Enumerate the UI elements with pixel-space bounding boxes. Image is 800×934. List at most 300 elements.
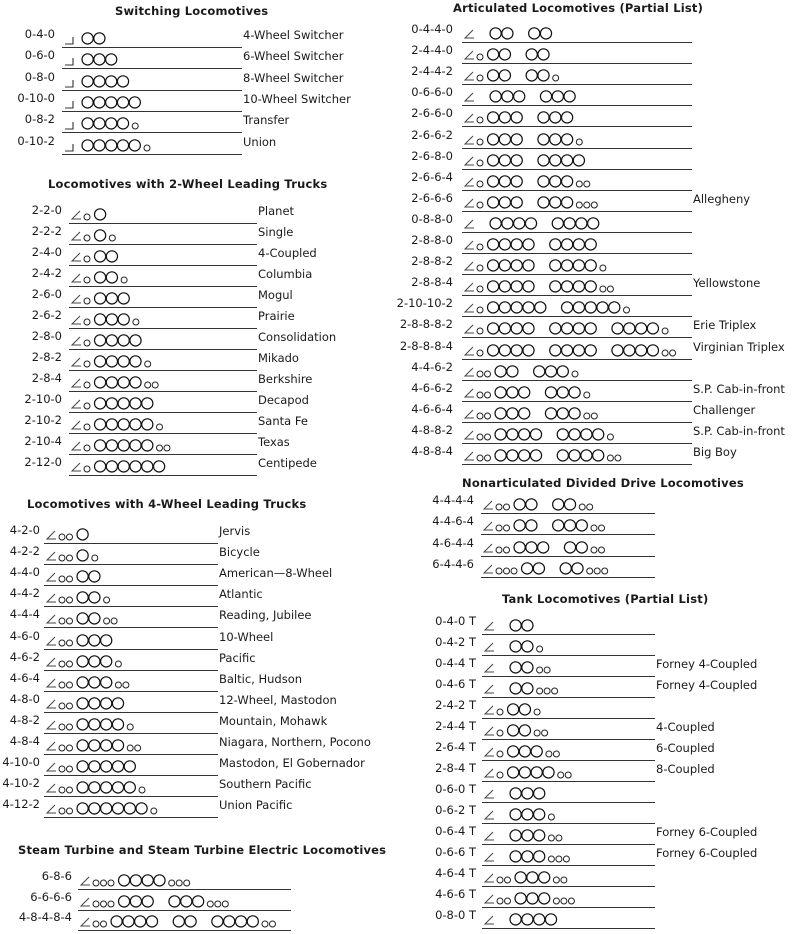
pilot-front-icon — [485, 727, 494, 735]
driving-wheel — [490, 218, 501, 229]
whyte-code: 4-10-2 — [2, 776, 40, 791]
trailing-wheel — [553, 751, 559, 757]
driving-wheel — [540, 91, 551, 102]
driving-wheel — [519, 725, 530, 736]
whyte-code: 0-4-2 T — [435, 635, 476, 649]
driving-wheel — [569, 429, 580, 440]
whyte-code: 4-6-6 T — [435, 887, 476, 901]
whyte-code: 0-4-0 — [24, 27, 55, 41]
wheel-diagram-svg — [482, 761, 655, 781]
leading-wheel — [477, 181, 483, 187]
locomotive-type-name: Union Pacific — [219, 798, 293, 813]
driving-wheel — [507, 450, 518, 461]
driving-wheel — [488, 239, 499, 250]
driving-wheel — [77, 592, 88, 603]
wheel-arrangement-row — [0, 339, 800, 359]
whyte-code: 4-8-2 — [9, 712, 40, 727]
whyte-code: 2-4-0 — [31, 245, 62, 259]
driving-wheel — [495, 365, 506, 376]
driving-wheel — [522, 830, 533, 841]
wheel-diagram-svg — [482, 782, 655, 802]
pilot-front-icon — [485, 853, 494, 861]
locomotive-type-name: Single — [258, 225, 294, 239]
wheel-diagram — [482, 866, 655, 887]
wheel-diagram-svg — [481, 514, 655, 534]
wheel-diagram-svg — [482, 803, 655, 823]
driving-wheel — [534, 365, 545, 376]
wheel-diagram-svg — [462, 191, 692, 211]
driving-wheel — [511, 344, 522, 355]
leading-wheel — [477, 54, 483, 60]
driving-wheel — [534, 851, 545, 862]
driving-wheel — [499, 281, 510, 292]
wheel-diagram — [482, 677, 655, 698]
whyte-code: 6-4-4-6 — [432, 556, 474, 571]
wheel-diagram-svg — [481, 557, 655, 577]
wheel-diagram-svg — [462, 360, 692, 380]
wheel-arrangement-row — [0, 233, 800, 253]
wheel-diagram — [462, 85, 692, 106]
leading-wheel — [504, 568, 510, 574]
locomotive-type-name: Union — [243, 134, 277, 149]
driving-wheel — [499, 112, 510, 123]
leading-wheel — [477, 434, 483, 440]
whyte-code: 4-8-4 — [9, 734, 40, 748]
driving-wheel — [522, 662, 533, 673]
locomotive-type-name: Erie Triplex — [693, 318, 757, 333]
driving-wheel — [511, 281, 522, 292]
leading-wheel — [477, 286, 483, 292]
whyte-code: 4-6-6-2 — [411, 380, 453, 395]
driving-wheel — [535, 302, 546, 313]
wheel-diagram — [462, 149, 692, 170]
wheel-diagram-svg — [462, 296, 692, 316]
driving-wheel — [569, 450, 580, 461]
locomotive-type-name: Virginian Triplex — [693, 339, 785, 354]
whyte-code: 4-12-2 — [2, 797, 40, 812]
wheel-arrangement-row — [0, 402, 800, 422]
driving-wheel — [519, 767, 530, 778]
trailing-wheel — [607, 434, 613, 440]
driving-wheel — [510, 641, 521, 652]
driving-wheel — [538, 49, 549, 60]
wheel-diagram — [462, 22, 692, 43]
driving-wheel — [488, 175, 499, 186]
four-wheel-leading-section-title: Locomotives with 4-Wheel Leading Trucks — [27, 497, 307, 511]
pilot-front-icon — [465, 452, 474, 460]
driving-wheel — [534, 914, 545, 925]
wheel-diagram — [462, 191, 692, 212]
locomotive-type-name: Texas — [258, 435, 290, 449]
driving-wheel — [612, 323, 623, 334]
pilot-front-icon — [465, 157, 474, 165]
wheel-diagram-svg — [482, 719, 655, 739]
driving-wheel — [553, 499, 564, 510]
leading-wheel — [497, 877, 503, 883]
trailing-wheel — [599, 525, 605, 531]
trailing-wheel — [584, 413, 590, 419]
wheel-arrangement-row — [0, 866, 800, 886]
pilot-front-icon — [465, 178, 474, 186]
trailing-wheel — [591, 413, 597, 419]
locomotive-type-name: Columbia — [258, 267, 313, 281]
wheel-diagram-svg — [462, 212, 692, 232]
trailing-wheel — [556, 856, 562, 862]
locomotive-type-name: Southern Pacific — [219, 777, 312, 792]
leading-wheel — [477, 202, 483, 208]
wheel-arrangement-row — [0, 493, 800, 513]
whyte-code: 2-12-0 — [24, 455, 62, 469]
driving-wheel — [519, 386, 530, 397]
driving-wheel — [585, 344, 596, 355]
whyte-code: 4-6-4 T — [435, 866, 476, 880]
driving-wheel — [490, 28, 501, 39]
wheel-diagram-svg — [482, 866, 655, 886]
pilot-front-icon — [465, 93, 474, 101]
driving-wheel — [597, 302, 608, 313]
wheel-arrangement-row — [0, 614, 800, 634]
driving-wheel — [585, 281, 596, 292]
locomotive-type-name: S.P. Cab-in-front — [693, 381, 785, 396]
driving-wheel — [499, 344, 510, 355]
trailing-wheel — [546, 751, 552, 757]
driving-wheel — [562, 302, 573, 313]
driving-wheel — [488, 302, 499, 313]
whyte-code: 2-4-4 T — [435, 719, 476, 733]
pilot-front-icon — [485, 685, 494, 693]
leading-wheel — [497, 751, 503, 757]
trailing-wheel — [556, 835, 562, 841]
pilot-front-icon — [485, 664, 494, 672]
wheel-diagram — [482, 782, 655, 803]
wheel-diagram — [482, 656, 655, 677]
whyte-code: 0-8-0 T — [435, 908, 476, 922]
locomotive-type-name: Reading, Jubilee — [219, 608, 312, 623]
driving-wheel — [507, 408, 518, 419]
driving-wheel — [499, 260, 510, 271]
driving-wheel — [562, 154, 573, 165]
driving-wheel — [562, 133, 573, 144]
driving-wheel — [533, 563, 544, 574]
locomotive-type-name: 8-Wheel Switcher — [243, 70, 344, 85]
locomotive-type-name: Baltic, Hudson — [219, 671, 303, 686]
wheel-arrangement-row — [0, 824, 800, 844]
leading-wheel — [477, 139, 483, 145]
whyte-code: 4-4-6-2 — [411, 359, 453, 374]
leading-wheel — [477, 244, 483, 250]
wheel-arrangement-row — [0, 719, 800, 739]
leading-wheel — [59, 576, 65, 582]
wheel-diagram — [482, 719, 655, 740]
trailing-wheel — [584, 392, 590, 398]
leading-wheel — [477, 265, 483, 271]
wheel-arrangement-row — [0, 677, 800, 697]
trailing-wheel — [587, 568, 593, 574]
locomotive-type-name: Pacific — [219, 650, 256, 665]
driving-wheel — [499, 154, 510, 165]
driving-wheel — [522, 788, 533, 799]
trailing-wheel — [565, 772, 571, 778]
wheel-diagram-svg — [482, 824, 655, 844]
driving-wheel — [581, 450, 592, 461]
whyte-code: 2-6-6-4 — [411, 169, 453, 184]
locomotive-type-name: Yellowstone — [693, 276, 761, 291]
trailing-wheel — [670, 350, 676, 356]
trailing-wheel — [548, 814, 554, 820]
wheel-diagram — [462, 360, 692, 381]
wheel-diagram-svg — [462, 149, 692, 169]
trailing-wheel — [548, 856, 554, 862]
driving-wheel — [534, 830, 545, 841]
wheel-diagram-svg — [482, 656, 655, 676]
whyte-code: 0-6-4 T — [435, 824, 476, 838]
driving-wheel — [499, 133, 510, 144]
driving-wheel — [519, 429, 530, 440]
driving-wheel — [511, 197, 522, 208]
driving-wheel — [499, 302, 510, 313]
wheel-diagram-svg — [482, 887, 655, 907]
driving-wheel — [530, 429, 541, 440]
whyte-code: 0-4-4-0 — [411, 22, 453, 36]
whyte-code: 4-8-4-8-4 — [18, 910, 72, 924]
locomotive-type-name: Santa Fe — [258, 414, 308, 428]
wheel-diagram-svg — [481, 536, 655, 556]
wheel-diagram-svg — [462, 444, 692, 464]
whyte-code: 2-8-0 — [31, 329, 62, 343]
driving-wheel — [522, 851, 533, 862]
trailing-wheel — [537, 688, 543, 694]
whyte-code: 2-2-2 — [31, 224, 62, 238]
driving-wheel — [488, 133, 499, 144]
driving-wheel — [550, 239, 561, 250]
leading-wheel — [497, 898, 503, 904]
leading-wheel — [497, 709, 503, 715]
driving-wheel — [550, 281, 561, 292]
driving-wheel — [564, 218, 575, 229]
driving-wheel — [508, 704, 519, 715]
wheel-diagram-svg — [462, 170, 692, 190]
wheel-arrangement-row — [0, 635, 800, 655]
locomotive-type-name: Forney 4-Coupled — [656, 657, 758, 671]
nonarticulated-divided-drive-section-title: Nonarticulated Divided Drive Locomotives — [462, 476, 744, 490]
whyte-code: 2-6-0 — [31, 287, 62, 301]
wheel-diagram — [462, 381, 692, 402]
articulated-section-title: Articulated Locomotives (Partial List) — [453, 1, 704, 15]
driving-wheel — [510, 662, 521, 673]
driving-wheel — [545, 914, 556, 925]
driving-wheel — [550, 154, 561, 165]
driving-wheel — [523, 302, 534, 313]
wheel-diagram — [462, 128, 692, 149]
wheel-diagram — [462, 43, 692, 64]
trailing-wheel — [548, 835, 554, 841]
driving-wheel — [550, 175, 561, 186]
locomotive-type-name: 10-Wheel Switcher — [243, 91, 351, 106]
driving-wheel — [550, 260, 561, 271]
whyte-code: 2-8-4 — [31, 371, 62, 385]
driving-wheel — [508, 725, 519, 736]
wheel-diagram-svg — [462, 22, 692, 42]
driving-wheel — [552, 218, 563, 229]
locomotive-type-name: Jervis — [219, 524, 251, 538]
wheel-arrangement-row — [0, 317, 800, 337]
driving-wheel — [499, 323, 510, 334]
locomotive-type-name: Challenger — [693, 402, 756, 417]
trailing-wheel — [615, 455, 621, 461]
driving-wheel — [538, 541, 549, 552]
trailing-wheel — [542, 730, 548, 736]
wheel-diagram-svg — [482, 698, 655, 718]
leading-wheel — [84, 466, 90, 472]
wheel-arrangement-row — [0, 170, 800, 190]
wheel-diagram-svg — [462, 106, 692, 126]
locomotive-type-name: Big Boy — [693, 445, 737, 459]
wheel-diagram — [462, 106, 692, 127]
pilot-front-icon — [465, 325, 474, 333]
driving-wheel — [564, 541, 575, 552]
driving-wheel — [636, 344, 647, 355]
pilot-front-icon — [485, 706, 494, 714]
driving-wheel — [526, 70, 537, 81]
driving-wheel — [573, 239, 584, 250]
wheel-diagram — [482, 803, 655, 824]
locomotive-type-name: Decapod — [258, 393, 309, 407]
wheel-diagram-svg — [462, 275, 692, 295]
driving-wheel — [523, 281, 534, 292]
driving-wheel — [519, 450, 530, 461]
locomotive-type-name: 4-Wheel Switcher — [243, 28, 344, 42]
wheel-diagram — [482, 635, 655, 656]
leading-wheel — [504, 525, 510, 531]
driving-wheel — [499, 70, 510, 81]
driving-wheel — [557, 365, 568, 376]
whyte-code: 0-8-0 — [24, 69, 55, 84]
driving-wheel — [523, 239, 534, 250]
driving-wheel — [562, 281, 573, 292]
driving-wheel — [540, 28, 551, 39]
pilot-front-icon — [465, 304, 474, 312]
trailing-wheel — [587, 504, 593, 510]
whyte-code: 0-4-0 T — [435, 614, 476, 628]
tank-section-title: Tank Locomotives (Partial List) — [502, 592, 709, 606]
driving-wheel — [511, 154, 522, 165]
driving-wheel — [624, 344, 635, 355]
trailing-wheel — [561, 877, 567, 883]
trailing-wheel — [602, 568, 608, 574]
driving-wheel — [573, 344, 584, 355]
whyte-code: 2-8-8-4 — [411, 275, 453, 290]
wheel-arrangement-row — [0, 106, 800, 126]
wheel-diagram-svg — [482, 677, 655, 697]
whyte-code: 4-8-8-2 — [411, 422, 453, 437]
wheel-diagram — [462, 64, 692, 85]
trailing-wheel — [563, 856, 569, 862]
driving-wheel — [502, 218, 513, 229]
driving-wheel — [534, 788, 545, 799]
driving-wheel — [488, 281, 499, 292]
pilot-front-icon — [485, 748, 494, 756]
wheel-diagram-svg — [462, 64, 692, 84]
wheel-arrangement-row — [0, 803, 800, 823]
driving-wheel — [499, 239, 510, 250]
whyte-code: 0-6-6 T — [435, 845, 476, 859]
driving-wheel — [507, 365, 518, 376]
driving-wheel — [647, 344, 658, 355]
driving-wheel — [511, 112, 522, 123]
trailing-wheel — [544, 667, 550, 673]
pilot-front-icon — [485, 874, 494, 882]
whyte-code: 4-6-4-4 — [432, 535, 474, 550]
locomotive-type-name: Mountain, Mohawk — [219, 713, 328, 728]
trailing-wheel — [594, 568, 600, 574]
whyte-code: 2-10-4 — [24, 434, 62, 448]
trailing-wheel — [568, 898, 574, 904]
driving-wheel — [510, 683, 521, 694]
wheel-diagram-svg — [462, 128, 692, 148]
leading-wheel — [505, 898, 511, 904]
driving-wheel — [502, 28, 513, 39]
whyte-code: 0-6-6-0 — [411, 85, 453, 100]
driving-wheel — [514, 541, 525, 552]
whyte-code: 4-4-4 — [9, 607, 40, 622]
wheel-diagram — [462, 402, 692, 423]
wheel-arrangement-row — [0, 128, 800, 148]
whyte-code: 2-4-2 T — [435, 698, 476, 712]
whyte-code: 2-8-4 T — [435, 761, 476, 775]
wheel-diagram-svg — [462, 339, 692, 359]
trailing-wheel — [576, 181, 582, 187]
locomotive-type-name: Forney 4-Coupled — [656, 678, 758, 692]
whyte-code: 0-10-0 — [17, 90, 55, 105]
trailing-wheel — [552, 688, 558, 694]
leading-wheel — [496, 504, 502, 510]
wheel-diagram — [462, 444, 692, 465]
driving-wheel — [507, 386, 518, 397]
whyte-code: 2-6-4 T — [435, 740, 476, 754]
pilot-front-icon — [465, 220, 474, 228]
wheel-diagram — [462, 423, 692, 444]
whyte-code: 2-6-8-0 — [411, 148, 453, 163]
trailing-wheel — [534, 709, 540, 715]
wheel-arrangement-row — [0, 360, 800, 380]
locomotive-type-name: 12-Wheel, Mastodon — [219, 692, 337, 707]
leading-wheel — [511, 568, 517, 574]
driving-wheel — [550, 323, 561, 334]
driving-wheel — [488, 70, 499, 81]
driving-wheel — [523, 344, 534, 355]
trailing-wheel — [537, 646, 543, 652]
driving-wheel — [585, 302, 596, 313]
trailing-wheel — [534, 730, 540, 736]
wheel-diagram — [462, 317, 692, 338]
driving-wheel — [562, 112, 573, 123]
driving-wheel — [569, 408, 580, 419]
driving-wheel — [522, 563, 533, 574]
driving-wheel — [564, 91, 575, 102]
wheel-arrangement-row — [0, 782, 800, 802]
pilot-front-icon — [72, 463, 81, 471]
pilot-front-icon — [484, 522, 493, 530]
trailing-wheel — [576, 202, 582, 208]
driving-wheel — [585, 323, 596, 334]
wheel-diagram — [462, 275, 692, 296]
driving-wheel — [550, 112, 561, 123]
leading-wheel — [477, 392, 483, 398]
driving-wheel — [488, 112, 499, 123]
whyte-code: 6-8-6 — [41, 869, 72, 883]
whyte-code: 4-8-0 — [9, 691, 40, 706]
trailing-wheel — [579, 504, 585, 510]
